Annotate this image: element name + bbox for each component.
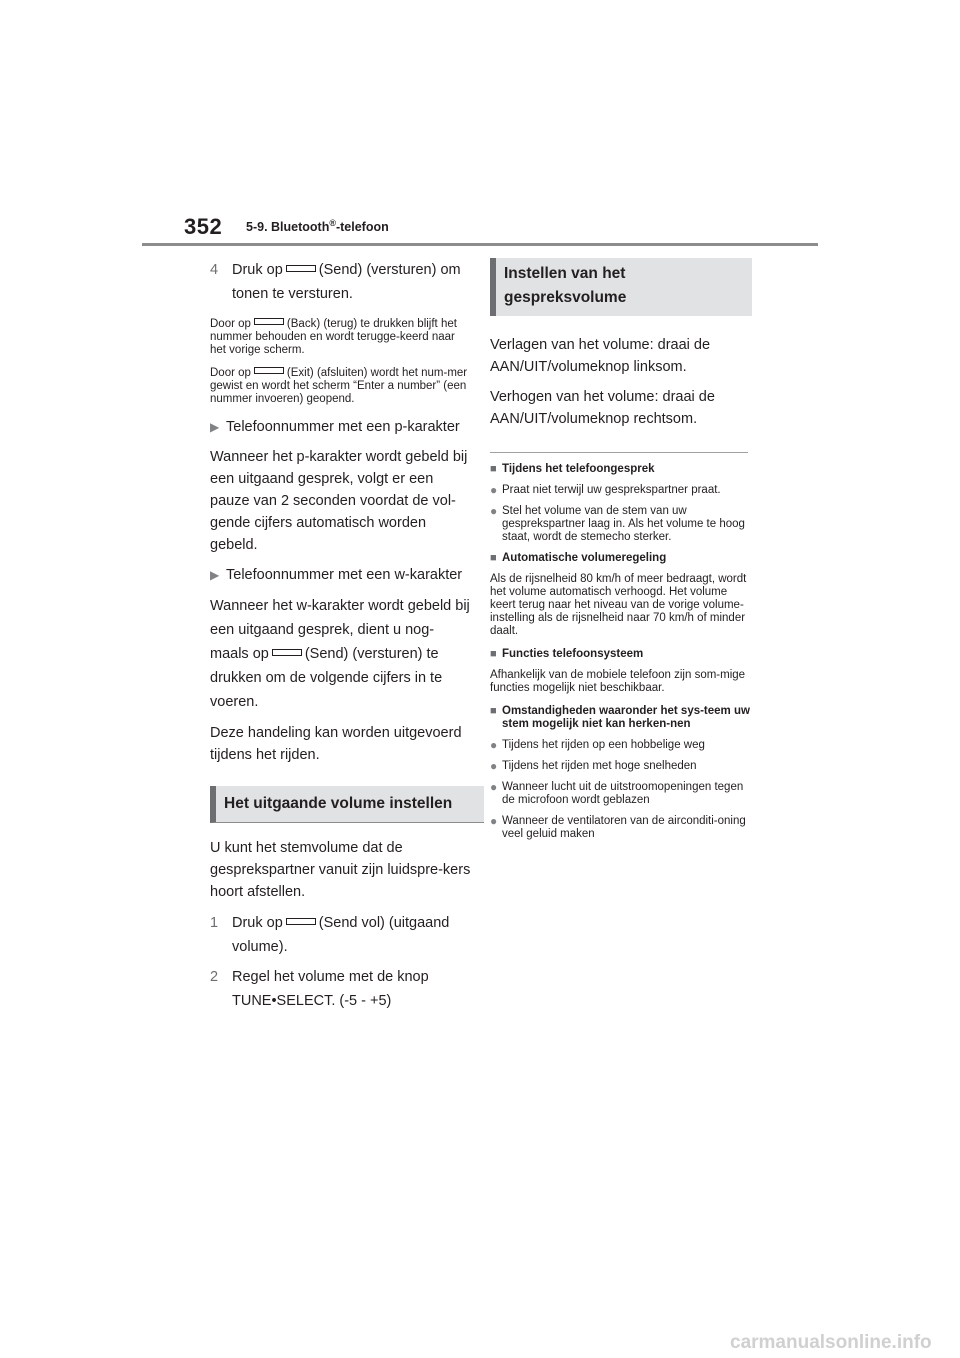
- back-button-icon: [254, 318, 284, 325]
- bullet-icon: ●: [490, 738, 498, 752]
- note-heading-voice-recognition: ■ Omstandigheden waaronder het sys-teem uw stem mogelijk niet kan herken-nen: [490, 705, 750, 730]
- triangle-icon: ▶: [210, 568, 220, 582]
- driving-text: Deze handeling kan worden uitgevoerd tijdens het rijden.: [210, 725, 462, 763]
- bullet-icon: ●: [490, 780, 498, 794]
- send-vol-button-icon: [286, 918, 316, 925]
- step-number: 4: [210, 262, 219, 278]
- step-2: 2 Regel het volume met de knop TUNE•SELECT. (-5 - +5): [210, 965, 472, 1013]
- lower-volume-text: Verlagen van het volume: draai de AAN/UIT/volumeknop linksom.: [490, 337, 711, 375]
- section-title: 5-9. Bluetooth®-telefoon: [246, 218, 389, 235]
- triangle-icon: ▶: [210, 420, 220, 434]
- page-number: 352: [184, 214, 223, 239]
- step-number: 2: [210, 969, 219, 985]
- bullet-icon: ●: [490, 483, 498, 497]
- note-heading-auto-volume: ■ Automatische volumeregeling: [490, 552, 667, 564]
- raise-volume-text: Verhogen van het volume: draai de AAN/UIT/volumeknop rechtsom.: [490, 389, 715, 427]
- square-icon: ■: [490, 705, 497, 717]
- note-heading-during-call: ■ Tijdens het telefoongesprek: [490, 463, 655, 475]
- watermark: carmanualsonline.info: [730, 1332, 932, 1353]
- outgoing-volume-intro: U kunt het stemvolume dat de gesprekspartner vanuit zijn luidspre-kers hoort afstellen.: [210, 840, 471, 900]
- send-button-icon: [272, 649, 302, 656]
- list-item: ● Tijdens het rijden met hoge snelheden: [490, 759, 697, 773]
- square-icon: ■: [490, 552, 497, 564]
- step-number: 1: [210, 915, 219, 931]
- exit-button-icon: [254, 367, 284, 374]
- header-rule: [142, 243, 818, 246]
- page-header: [0, 0, 960, 250]
- auto-volume-text: Als de rijsnelheid 80 km/h of meer bedraagt, wordt het volume automatisch verhoogd. Het volume keert terug naar het niveau van de vorige volume-instelling als de rijsnelheid naar 70 km/h of minder daalt.: [490, 573, 747, 637]
- bullet-icon: ●: [490, 504, 498, 518]
- left-column: [210, 258, 472, 1019]
- list-item: ● Wanneer lucht uit de uitstroomopeningen tegen de microfoon wordt geblazen: [490, 780, 744, 806]
- list-item: ● Tijdens het rijden op een hobbelige weg: [490, 738, 705, 752]
- list-item: ● Wanneer de ventilatoren van de airconditi-oning veel geluid maken: [490, 814, 746, 840]
- w-character-item: ▶ Telefoonnummer met een w-karakter: [210, 564, 472, 586]
- p-character-item: ▶ Telefoonnummer met een p-karakter: [210, 416, 472, 438]
- notes-divider: [490, 452, 748, 453]
- note-back: Door op (Back) (terug) te drukken blijft het nummer behouden en wordt terugge-keerd naar het vorige scherm.: [210, 318, 457, 356]
- call-volume-heading: Instellen van het gespreksvolume: [490, 258, 752, 316]
- w-character-text: Wanneer het w-karakter wordt gebeld bij een uitgaand gesprek, dient u nog-maals op (Send) (versturen) te drukken om de volgende cijfers in te voeren.: [210, 598, 470, 710]
- bullet-icon: ●: [490, 759, 498, 773]
- square-icon: ■: [490, 648, 497, 660]
- list-item: ● Stel het volume van de stem van uw gesprekspartner laag in. Als het volume te hoog staat, wordt de stemecho sterker.: [490, 504, 745, 543]
- right-column: [490, 258, 754, 849]
- phone-functions-text: Afhankelijk van de mobiele telefoon zijn som-mige functies mogelijk niet beschikbaar.: [490, 669, 746, 694]
- step-4: 4 Druk op (Send) (versturen) om tonen te versturen.: [210, 258, 472, 306]
- outgoing-volume-heading: Het uitgaande volume instellen: [210, 786, 484, 823]
- list-item: ● Praat niet terwijl uw gesprekspartner praat.: [490, 483, 721, 497]
- square-icon: ■: [490, 463, 497, 475]
- send-button-icon: [286, 265, 316, 272]
- step-1: 1 Druk op (Send vol) (uitgaand volume).: [210, 911, 472, 959]
- note-exit: Door op (Exit) (afsluiten) wordt het num-mer gewist en wordt het scherm “Enter a number” (een nummer invoeren) geopend.: [210, 367, 468, 405]
- note-heading-phone-functions: ■ Functies telefoonsysteem: [490, 648, 644, 660]
- bullet-icon: ●: [490, 814, 498, 828]
- p-character-text: Wanneer het p-karakter wordt gebeld bij een uitgaand gesprek, volgt er een pauze van 2 seconden voordat de vol-gende cijfers automatisch worden gebeld.: [210, 449, 468, 553]
